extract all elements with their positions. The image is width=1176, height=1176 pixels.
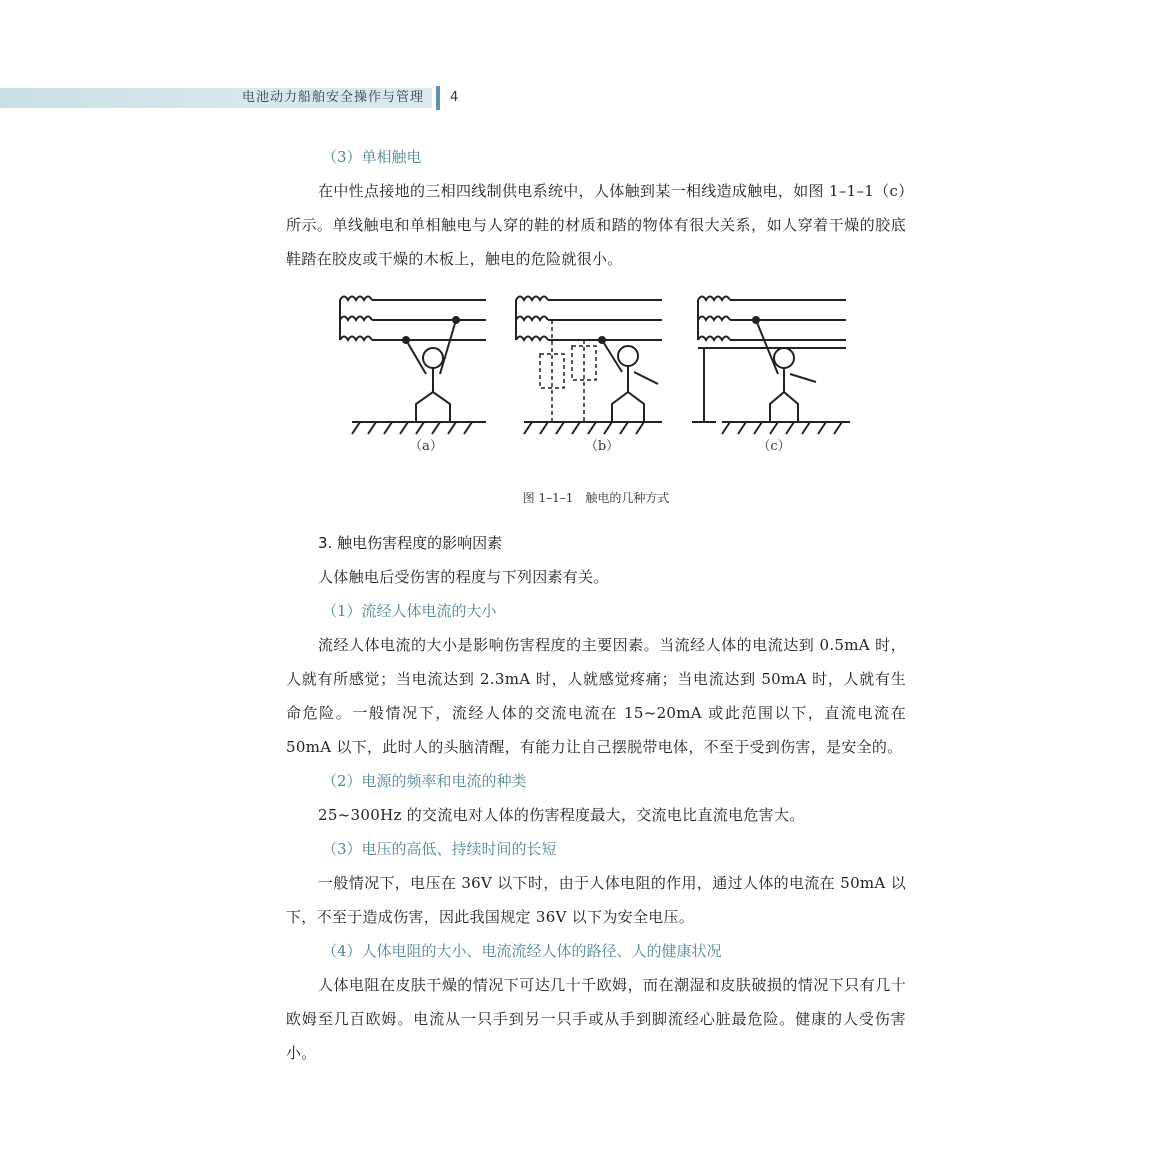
diagram-b [516,297,662,435]
heading-single-phase: （3）单相触电 [322,148,422,166]
page-body [286,140,906,1070]
paragraph-voltage-duration: 一般情况下，电压在 36V 以下时，由于人体电阻的作用，通过人体的电流在 50mA 以下，不至于造成伤害，因此我国规定 36V 以下为安全电压。 [286,874,906,926]
shock-diagram [336,292,856,452]
diagram-a [340,297,486,435]
section-title: 3. 触电伤害程度的影响因素 [318,534,503,552]
heading-voltage-duration: （3）电压的高低、持续时间的长短 [322,840,557,858]
paragraph-frequency: 25~300Hz 的交流电对人体的伤害程度最大，交流电比直流电危害大。 [318,806,805,824]
header-divider [436,86,440,110]
label-a: （a） [409,439,443,452]
paragraph-single-phase: 在中性点接地的三相四线制供电系统中，人体触到某一相线造成触电，如图 1–1–1（c）所示。单线触电和单相触电与人穿的鞋的材质和踏的物体有很大关系，如人穿着干燥的胶底鞋踏在胶皮或干燥的木板上，触电的危险就很小。 [286,182,906,268]
label-b: （b） [584,439,620,452]
figure-electric-shock-modes [286,276,906,526]
diagram-c [692,297,850,435]
label-c: （c） [757,439,791,452]
paragraph-body-resistance: 人体电阻在皮肤干燥的情况下可达几十千欧姆，而在潮湿和皮肤破损的情况下只有几十欧姆至几百欧姆。电流从一只手到另一只手或从手到脚流经心脏最危险。健康的人受伤害小。 [286,976,906,1062]
book-title: 电池动力船舶安全操作与管理 [241,90,424,105]
figure-caption: 图 1–1–1 触电的几种方式 [522,491,670,505]
paragraph-current-magnitude: 流经人体电流的大小是影响伤害程度的主要因素。当流经人体的电流达到 0.5mA 时，人就有所感觉；当电流达到 2.3mA 时，人就感觉疼痛；当电流达到 50mA 时，人就有生命危险。一般情况下，流经人体的交流电流在 15~20mA 或此范围以下，直流电流在 50mA 以下，此时人的头脑清醒，有能力让自己摆脱带电体，不至于受到伤害，是安全的。 [286,636,906,756]
heading-current-magnitude: （1）流经人体电流的大小 [322,602,497,620]
header-band [0,88,432,108]
page-number: 4 [450,90,459,105]
heading-body-resistance: （4）人体电阻的大小、电流流经人体的路径、人的健康状况 [322,942,722,960]
section-intro: 人体触电后受伤害的程度与下列因素有关。 [318,568,609,586]
heading-frequency: （2）电源的频率和电流的种类 [322,772,527,790]
